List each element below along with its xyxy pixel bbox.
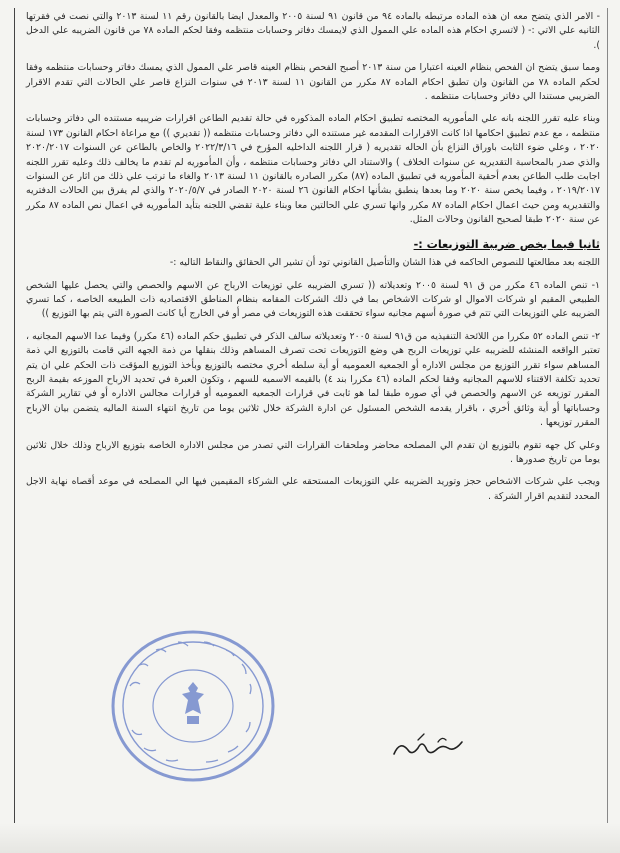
paragraph-committee-decision: وبناء عليه تقرر اللجنه بانه علي المأموريه المختصه تطبيق احكام الماده المذكوره في حالة تقديم الطاعن اقرارات ضريبيه مستنده الي دفاتر وحسابات منتظمه ، مع عدم تطبيق احكامها اذا كانت الاقرارات المقدمه غير مستنده الي دفاتر وحسابات منتظمه (( تقديري )) مع مراعاة احكام القانون ١٧٣ لسنة ٢٠٢٠ ، وعلي ضوء الثابت باوراق النزاع بأن الحاله تقديريه ( قرار اللجنه الداخليه المؤرخ في ٢٠٢٢/٣/١٦ والخاص بالطاعن عن السنوات ٢٠٢٠/٢٠١٧ والذي صدر بالمحاسبة التقديريه عن سنوات الخلاف ) والاستناد الي دفاتر وحسابات منتظمه ، وأن المأموريه لم تقدم ما يخالف ذلك وعليه تقرر اللجنه اجابت طلب الطاعن بعدم أحقية المأموريه في تطبيق الماده (٨٧) مكرر الصادره بالقانون ١١ لسنة ٢٠١٣ والغاء ما ترتب علي ذلك من اثار عن السنوات ٢٠١٩/٢٠١٧ ، وفيما يخص سنة ٢٠٢٠ وما بعدها ينطبق بشأنها احكام القانون ٢٦ لسنة ٢٠٢٠ الصادر في ٢٠٢٠/٥/٧ والذي لم يفرق بين الحالات الدفتريه والتقديريه ومن حيث اعمال احكام الماده ٨٧ مكرر وانها تسري علي الحالتين معا وبناء علية تقضي اللجنه بتأيد المأموريه في اعمال نص الماده ٨٧ مكرر عن سنة ٢٠٢٠ طبقا لصحيح القانون وحالات المثل. xyxy=(26,113,600,226)
document-body xyxy=(26,10,600,506)
section-heading-distributions: ثانيا فيما يخص ضريبة التوزيعات :- xyxy=(413,237,600,251)
point-1: ١- تنص الماده ٤٦ مكرر من ق ٩١ لسنة ٢٠٠٥ وتعديلاته (( تسري الضريبه علي توزيعات الارباح عن الاسهم والحصص والتي يحصل عليها الشخص الطبيعي المقيم او شركات الاموال او شركات الاشخاص بما في ذلك الشركات المقامه بنظام المناطق الاقتصاديه ذات الطبيعه الخاصه ، كما تسري الضريبه علي التوزيعات التي تتم في صورة أسهم مجانيه سواء تحققت هذه التوزيعات في مصر أو في الخارج أيا كانت الصورة التي يتم بها التوزيع )) xyxy=(26,279,601,320)
point-2: ٢- تنص الماده ٥٢ مكررا من اللائحة التنفيذيه من ق٩١ لسنة ٢٠٠٥ وتعديلاته سالف الذكر في تطبيق حكم الماده (٤٦ مكرر) وفيما عدا الاسهم المجانيه ، تعتبر الواقعه المنشئه للضريبه علي توزيعات الربح هي وضع التوزيعات تحت تصرف المساهم وذلك بنقلها من ذمة الجهه التي قامت بالتوزيع الي ذمة المساهم سواء تقرر التوزيع من مجلس الاداره أو الجمعيه العموميه أو أية سلطه أخري مختصه بالتوزيع وبأخذ التوزيع المؤقت ذات الحكم علي ان يتم تحديد تكلفة الاقتناء للاسهم المجانيه وفقا لحكم الماده (٤٦ مكررا بند ٤) بالقيمه الاسميه للسهم ، وتكون العبرة في تحديد الارباح الموزعه بقيمة الربح المقرر توزيعه عن الاسهم والحصص في أي صوره طبقا لما هو ثابت في قرارات الجمعيه العموميه أو قرارات مجالس الاداره أو في تقارير الشركة وحساباتها أو أية وثائق أخري ، باقرار يقدمه الشخص المسئول عن ادارة الشركة خلال ثلاثين يوما من تاريخ انتهاء السنة الماليه يتضمن بيان الارباح المقرر توزيعها . xyxy=(26,330,601,429)
paragraph-sample-exam: ومما سبق يتضح ان الفحص بنظام العينه اعتبارا من سنة ٢٠١٣ أصبح الفحص بنظام العينه قاصر علي الممول الذي يمسك دفاتر وحسابات منتظمه وفقا لحكم الماده ٧٨ من القانون وان تطبق احكام الماده ٨٧ مكرر من القانون ١١ لسنة ٢٠١٣ في سنوات النزاع قاصر علي الحالات التي تقدم الاقرار الضريبي مستندا الي دفاتر وحسابات منتظمه . xyxy=(26,62,600,103)
page-bottom-edge xyxy=(0,823,620,853)
closing-paragraph-1: وعلي كل جهه تقوم بالتوزيع ان تقدم الي المصلحه محاضر وملحقات القرارات التي تصدر من مجلس الاداره الخاصه بتوزيع الارباح وذلك خلال ثلاثين يوما من تاريخ صدورها . xyxy=(26,439,600,465)
eagle-emblem-icon xyxy=(182,682,204,724)
handwritten-signature xyxy=(388,728,468,768)
section-intro: اللجنه بعد مطالعتها للنصوص الحاكمه في هذا الشان والتأصيل القانوني تود أن تشير الي الحقائق والنقاط التاليه :- xyxy=(169,257,600,269)
official-stamp xyxy=(108,626,278,786)
closing-paragraph-2: ويجب علي شركات الاشخاص حجز وتوريد الضريبه علي التوزيعات المستحقه علي الشركاء المقيمين فيها الي المصلحه في موعد أقصاه نهاية الاجل المحدد لتقديم اقرار الشركة . xyxy=(26,476,600,502)
page-right-border xyxy=(607,8,608,825)
page-left-border xyxy=(14,8,15,825)
paragraph-article-link: - الامر الذي يتضح معه ان هذه الماده مرتبطه بالماده ٩٤ من قانون ٩١ لسنة ٢٠٠٥ والمعدل ايضا بالقانون رقم ١١ لسنة ٢٠١٣ والتي نصت في فقرتها الثانيه علي الاتي :- ( لاتسري احكام هذه الماده علي الممول الذي لايمسك دفاتر وحسابات منتظمه وفقا لحكم الماده ٧٨ من قانون الضريبه علي الدخل ). xyxy=(26,11,601,51)
